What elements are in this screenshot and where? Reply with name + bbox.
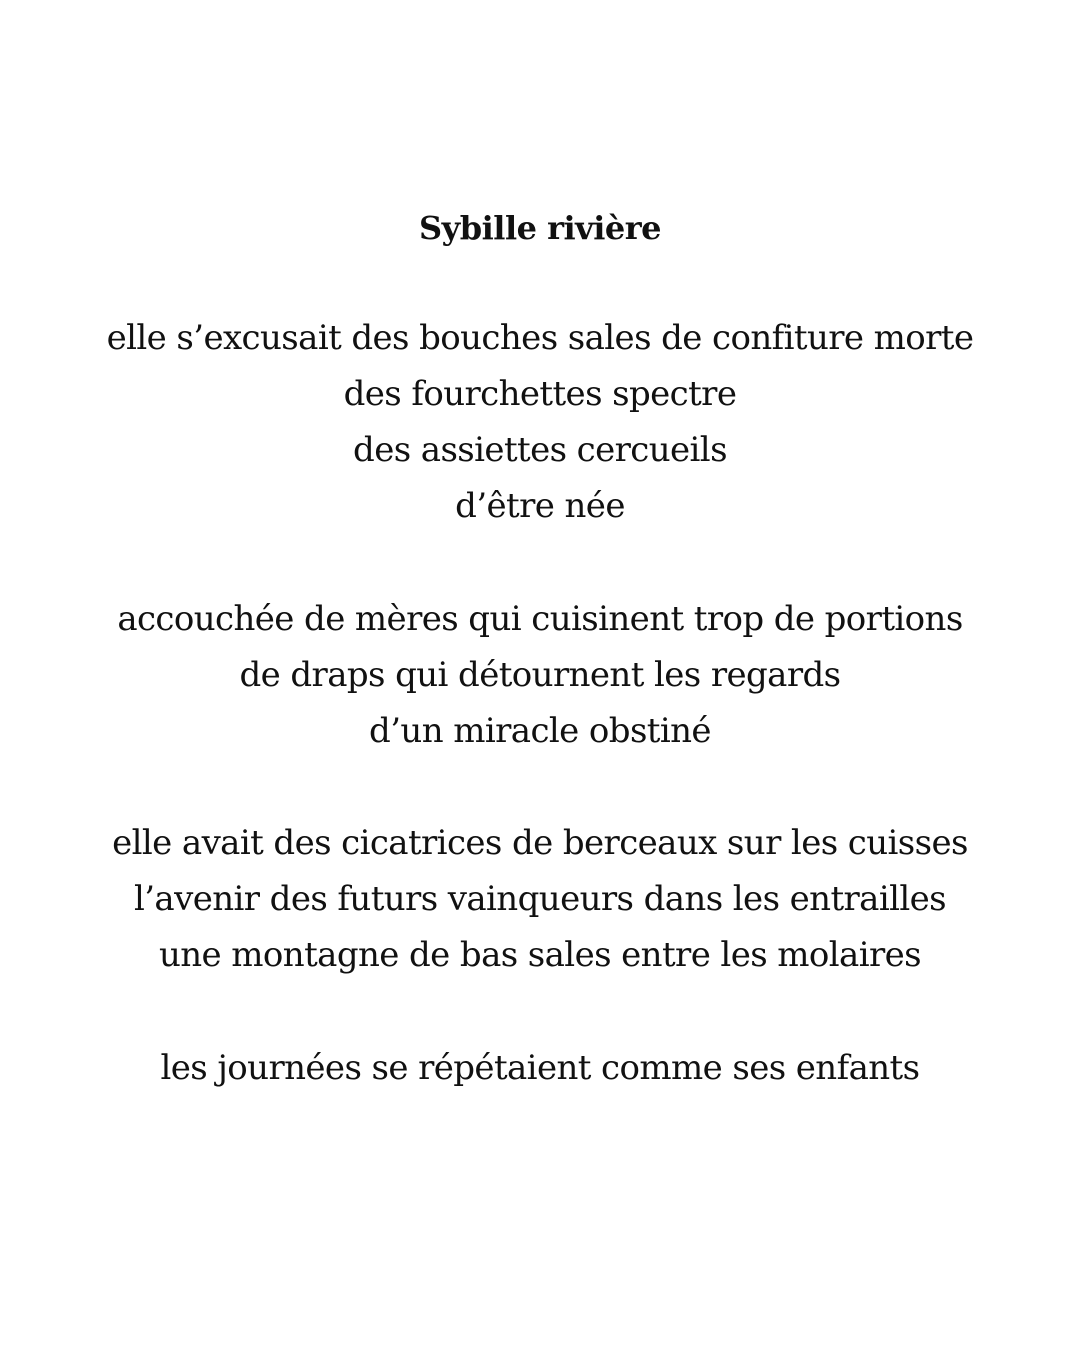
poem-line: l’avenir des futurs vainqueurs dans les entrailles	[133, 879, 947, 919]
poem-line: de draps qui détournent les regards	[239, 655, 841, 695]
poem-line: d’être née	[455, 486, 625, 526]
stanza-4	[0, 1040, 1080, 1096]
poem-line: d’un miracle obstiné	[369, 711, 711, 751]
poem-line: une montagne de bas sales entre les molaires	[158, 935, 922, 975]
stanza-3	[0, 815, 1080, 983]
poem-line: des assiettes cercueils	[353, 430, 727, 470]
poem-title: Sybille rivière	[419, 209, 661, 247]
stanza-2	[0, 591, 1080, 759]
poem-line: elle avait des cicatrices de berceaux sur les cuisses	[112, 823, 968, 863]
poem-line: des fourchettes spectre	[343, 374, 737, 414]
stanza-1	[0, 310, 1080, 534]
poem-line: accouchée de mères qui cuisinent trop de portions	[117, 599, 963, 639]
poem-line: les journées se répétaient comme ses enfants	[160, 1048, 920, 1088]
poem-line: elle s’excusait des bouches sales de confiture morte	[106, 318, 974, 358]
